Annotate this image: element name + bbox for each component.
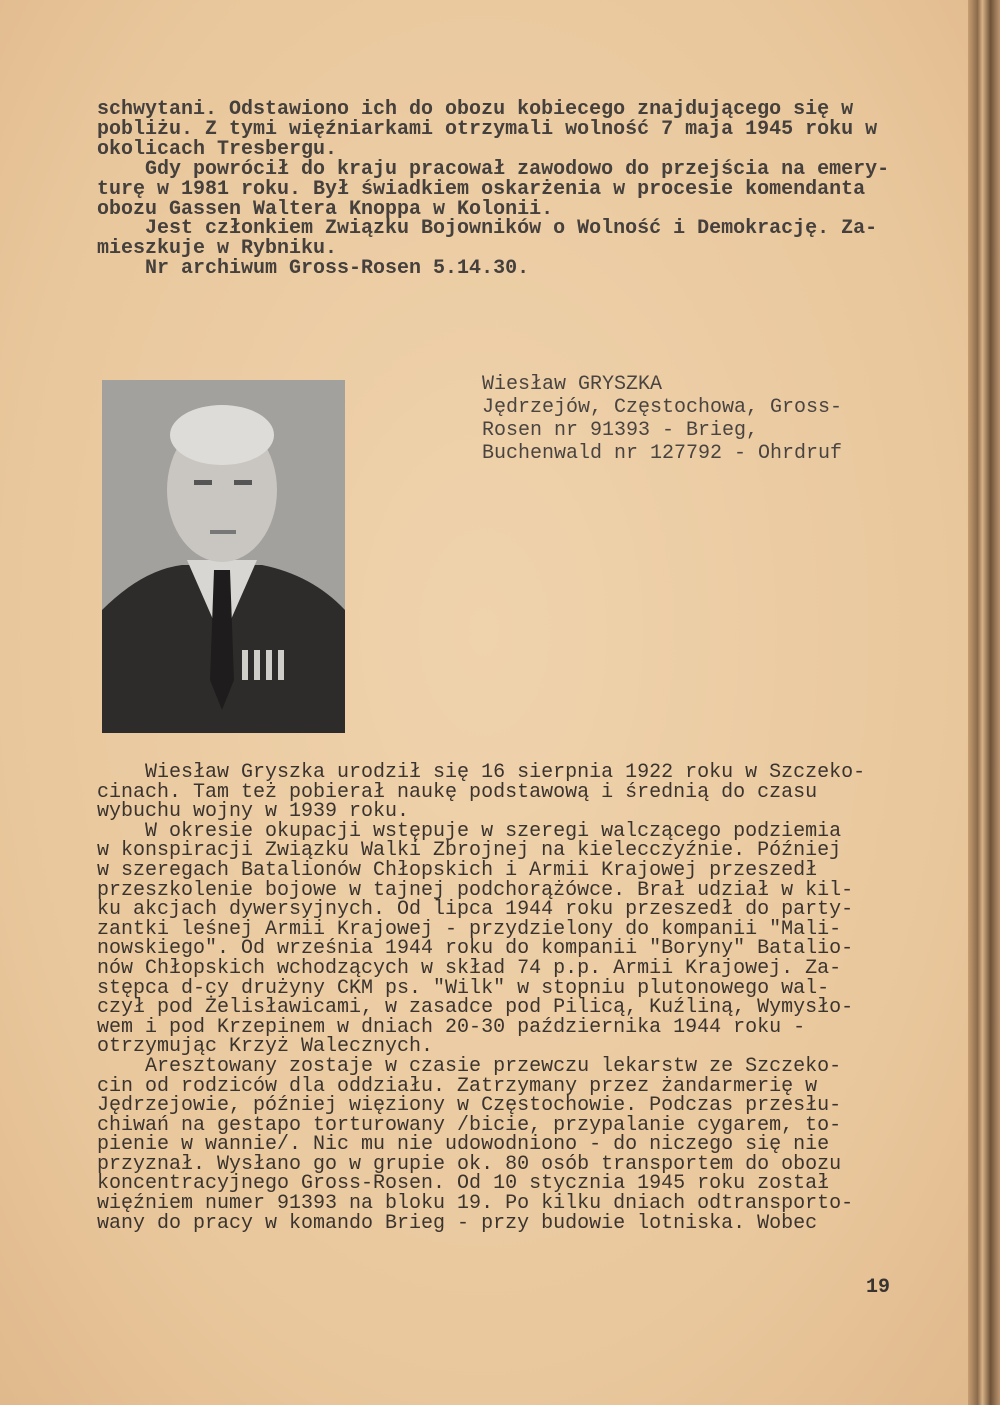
page-number: 19 (866, 1276, 891, 1299)
text-line: chiwań na gestapo torturowany /bicie, przypalanie cygarem, to- (97, 1113, 842, 1137)
text-line: Jędrzejów, Częstochowa, Gross- (482, 396, 843, 419)
text-line: zantki leśnej Armii Krajowej - przydzielony do kompanii "Mali- (97, 917, 842, 941)
page-edge (968, 0, 1000, 1405)
portrait-image (102, 380, 345, 733)
text-line: obozu Gassen Waltera Knoppa w Kolonii. (97, 197, 554, 221)
text-line: pobliżu. Z tymi więźniarkami otrzymali wolność 7 maja 1945 roku w (97, 117, 878, 141)
text-line: wybuchu wojny w 1939 roku. (97, 800, 410, 824)
text-line: cin od rodziców dla oddziału. Zatrzymany przez żandarmerię w (97, 1074, 818, 1098)
text-line: Jest członkiem Związku Bojowników o Wolność i Demokrację. Za- (97, 217, 878, 241)
text-line: turę w 1981 roku. Był świadkiem oskarżenia w procesie komendanta (97, 177, 866, 201)
text-line: więźniem numer 91393 na bloku 19. Po kilku dniach odtransporto- (97, 1192, 854, 1216)
text-line: Nr archiwum Gross-Rosen 5.14.30. (97, 257, 530, 281)
text-line: Wiesław Gryszka urodził się 16 sierpnia 1922 roku w Szczeko- (97, 761, 866, 784)
text-line: w konspiracji Związku Walki Zbrojnej na kielecczyźnie. Później (97, 839, 842, 863)
text-line: cinach. Tam też pobierał naukę podstawową i średnią do czasu (97, 780, 818, 804)
text-line: ku akcjach dywersyjnych. Od lipca 1944 roku przeszedł do party- (97, 898, 854, 922)
text-line: pienie w wannie/. Nic mu nie udowodniono - do niczego się nie (97, 1133, 830, 1157)
text-line: okolicach Tresbergu. (97, 137, 338, 161)
text-line: nów Chłopskich wchodzących w skład 74 p.p. Armii Krajowej. Za- (97, 956, 842, 980)
biography-text (97, 763, 865, 1233)
text-line: W okresie okupacji wstępuje w szeregi walczącego podziemia (97, 819, 842, 843)
text-line: w szeregach Batalionów Chłopskich i Armii Krajowej przeszedł (97, 858, 818, 882)
text-line: schwytani. Odstawiono ich do obozu kobiecego znajdującego się w (97, 98, 854, 121)
top-paragraphs (97, 100, 889, 279)
text-line: Aresztowany zostaje w czasie przewczu lekarstw ze Szczeko- (97, 1054, 842, 1078)
text-line: nowskiego". Od września 1944 roku do kompanii "Boryny" Batalio- (97, 937, 854, 961)
text-line: czył pod Żelisławicami, w zasadce pod Pilicą, Kuźliną, Wymysło- (97, 996, 854, 1020)
text-line: przyznał. Wysłano go w grupie ok. 80 osób transportem do obozu (97, 1152, 842, 1176)
text-line: koncentracyjnego Gross-Rosen. Od 10 stycznia 1945 roku został (97, 1172, 830, 1196)
text-line: Gdy powrócił do kraju pracował zawodowo do przejścia na emery- (97, 157, 890, 181)
text-line: wem i pod Krzepinem w dniach 20-30 października 1944 roku - (97, 1015, 806, 1039)
text-line: Buchenwald nr 127792 - Ohrdruf (482, 442, 843, 465)
text-line: wany do pracy w komando Brieg - przy budowie lotniska. Wobec (97, 1211, 818, 1235)
text-line: Jędrzejowie, później więziony w Częstochowie. Podczas przesłu- (97, 1094, 842, 1118)
text-line: Rosen nr 91393 - Brieg, (482, 419, 759, 442)
text-line: Wiesław GRYSZKA (482, 373, 663, 396)
portrait-photo (102, 380, 345, 733)
text-line: stępca d-cy drużyny CKM ps. "Wilk" w stopniu plutonowego wal- (97, 976, 830, 1000)
text-line: otrzymując Krzyż Walecznych. (97, 1035, 434, 1059)
text-line: przeszkolenie bojowe w tajnej podchorążówce. Brał udział w kil- (97, 878, 854, 902)
text-line: mieszkuje w Rybniku. (97, 237, 338, 261)
photo-caption (482, 373, 842, 465)
